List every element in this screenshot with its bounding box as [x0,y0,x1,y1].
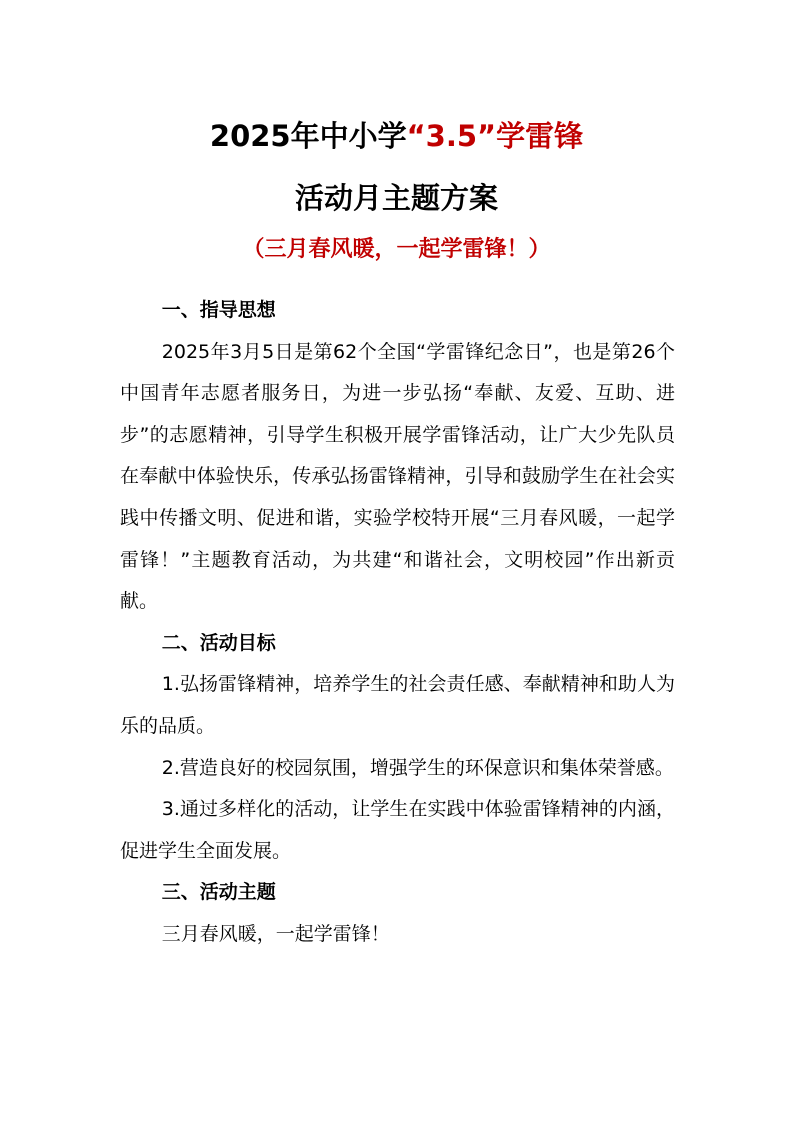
document-subtitle: （三月春风暖，一起学雷锋！） [242,237,551,262]
section-heading-theme: 三、活动主题 [161,881,276,904]
guiding-paragraph: 2025年3月5日是第62个全国“学雷锋纪念日”，也是第26个中国青年志愿者服务日，为进一步弘扬“奉献、友爱、互助、进步”的志愿精神，引导学生积极开展学雷锋活动，让广大少先队员在奉献中体验快乐，传承弘扬雷锋精神，引导和鼓励学生在社会实践中传播文明、促进和谐，实验学校特开展“三月春风暖，一起学雷锋！”主题教育活动，为共建“和谐社会，文明校园”作出新贡献。 [120,340,675,613]
theme-paragraph: 三月春风暖，一起学雷锋！ [161,922,390,945]
goal-item-1: 1.弘扬雷锋精神，培养学生的社会责任感、奉献精神和助人为乐的品质。 [120,673,675,737]
goal-item-3: 3.通过多样化的活动，让学生在实践中体验雷锋精神的内涵，促进学生全面发展。 [120,798,675,862]
document-title-line-1 [0,114,793,158]
title-prefix: 2025年中小学 [209,119,407,153]
document-body [120,290,675,956]
title-accent: “3.5”学雷锋 [406,119,584,153]
document-title-line-2: 活动月主题方案 [294,181,498,215]
section-heading-goals: 二、活动目标 [161,631,276,654]
section-heading-guiding: 一、指导思想 [161,299,276,321]
goal-item-2: 2.营造良好的校园氛围，增强学生的环保意识和集体荣誉感。 [161,756,674,779]
